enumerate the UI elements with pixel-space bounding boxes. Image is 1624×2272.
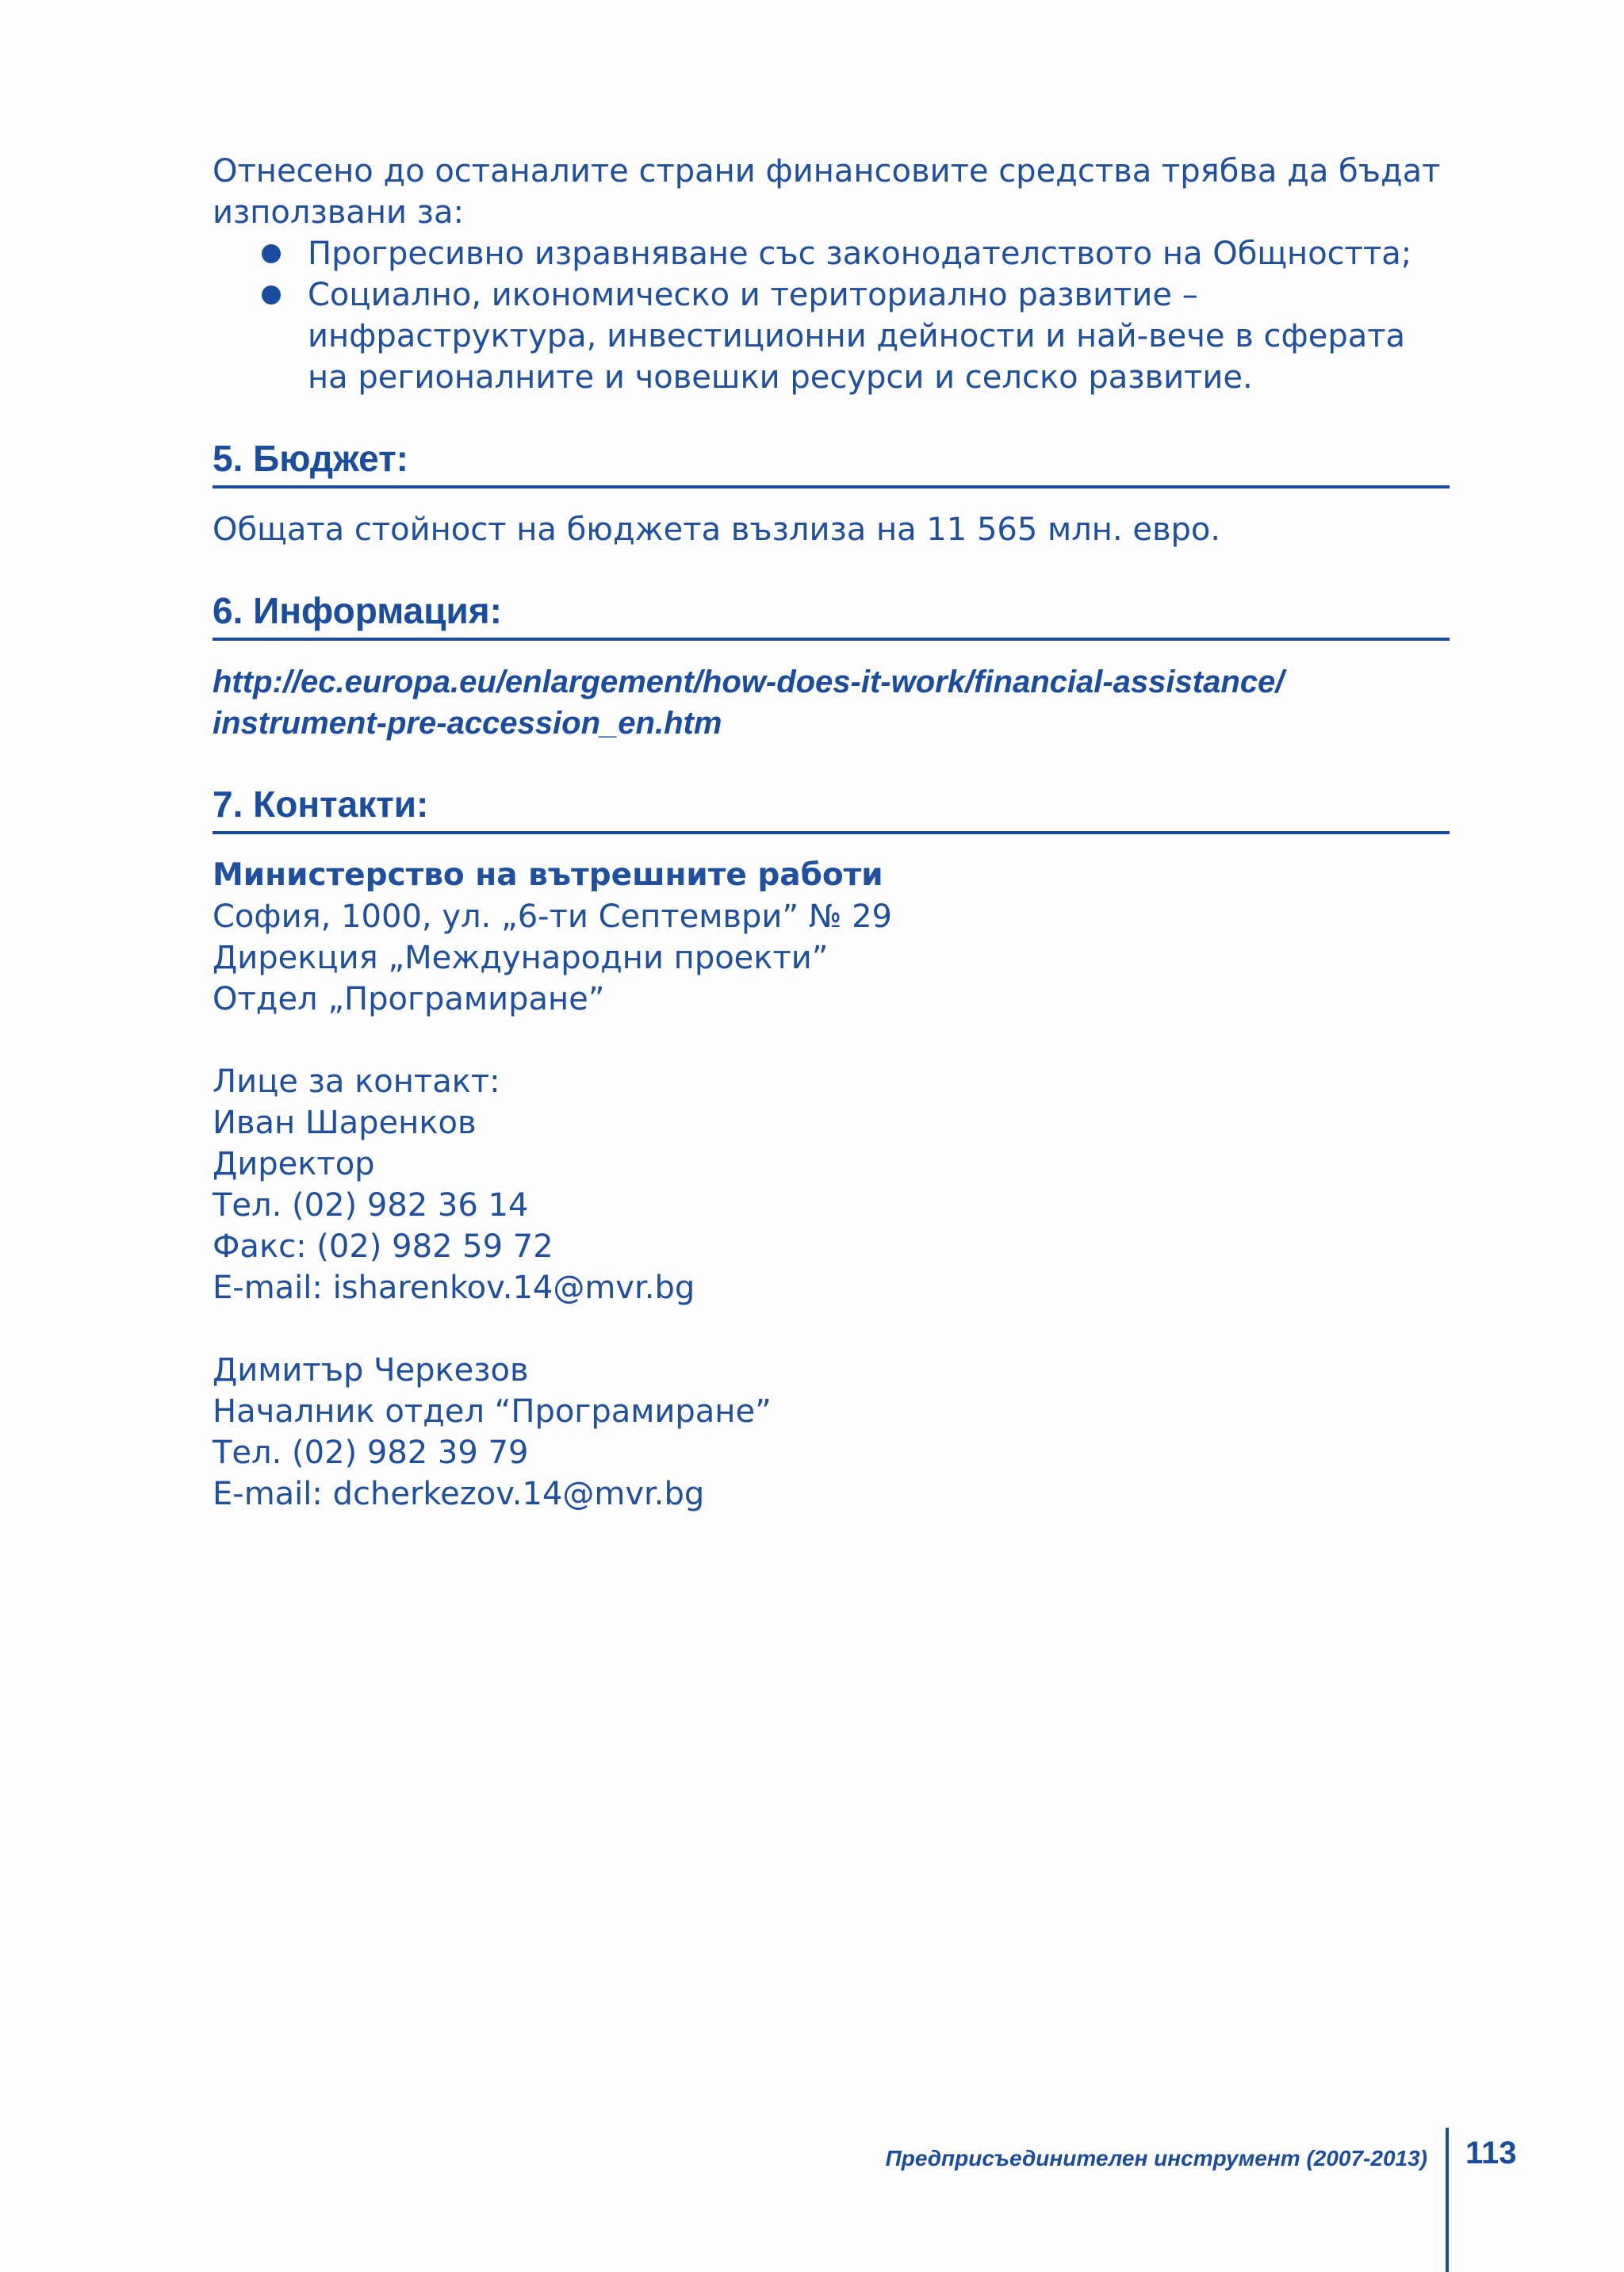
bullet-dot-icon (262, 285, 281, 305)
information-section (213, 588, 1450, 744)
bullet-text: Социално, икономическо и териториално развитие – инфраструктура, инвестиционни дейности и най-вече в сферата на регионалните и човешки ресурси и селско развитие. (308, 277, 1406, 396)
organization-name: Министерство на вътрешните работи (213, 857, 883, 893)
contact-person-2-phone: Тел. (02) 982 39 79 (213, 1435, 529, 1471)
page-content (213, 151, 1450, 1515)
bullet-text: Прогресивно изравняване със законодателството на Общността; (308, 236, 1412, 272)
contacts-heading: 7. Контакти: (213, 782, 1450, 834)
contacts-section (213, 782, 1450, 1515)
intro-paragraph: Отнесено до останалите страни финансовите средства трябва да бъдат използвани за: (213, 153, 1441, 231)
contact-person-1-phone: Тел. (02) 982 36 14 (213, 1187, 529, 1224)
budget-heading: 5. Бюджет: (213, 436, 1450, 488)
directorate: Дирекция „Международни проекти” (213, 940, 829, 976)
bullet-item (213, 233, 1450, 274)
information-heading: 6. Информация: (213, 588, 1450, 641)
bullet-dot-icon (262, 244, 281, 263)
link-line-1: http://ec.europa.eu/enlargement/how-does-it-work/financial-assistance/ (213, 665, 1285, 699)
contact-person-2-email[interactable]: E-mail: dcherkezov.14@mvr.bg (213, 1476, 705, 1512)
intro-bullet-list (213, 233, 1450, 398)
contact-person-1-name: Иван Шаренков (213, 1105, 477, 1141)
budget-section (213, 436, 1450, 550)
contact-person-2-position: Началник отдел “Програмиране” (213, 1393, 772, 1430)
department: Отдел „Програмиране” (213, 981, 605, 1017)
address: София, 1000, ул. „6-ти Септември” № 29 (213, 898, 892, 935)
budget-text: Общата стойност на бюджета възлиза на 11 565 млн. евро. (213, 511, 1221, 548)
link-line-2: instrument-pre-accession_en.htm (213, 706, 722, 741)
information-link[interactable] (213, 661, 1450, 744)
contacts-body (213, 855, 1450, 1515)
contact-person-1-position: Директор (213, 1146, 375, 1182)
contact-label: Лице за контакт: (213, 1063, 500, 1100)
footer-title: Предприсъединителен инструмент (2007-2013) (885, 2146, 1427, 2170)
bullet-item (213, 274, 1450, 398)
contact-person-1-fax: Факс: (02) 982 59 72 (213, 1228, 553, 1265)
footer-divider (1446, 2128, 1449, 2272)
contact-person-1-email[interactable]: E-mail: isharenkov.14@mvr.bg (213, 1270, 695, 1306)
page-number: 113 (1465, 2136, 1517, 2170)
contact-person-2-name: Димитър Черкезов (213, 1352, 529, 1389)
